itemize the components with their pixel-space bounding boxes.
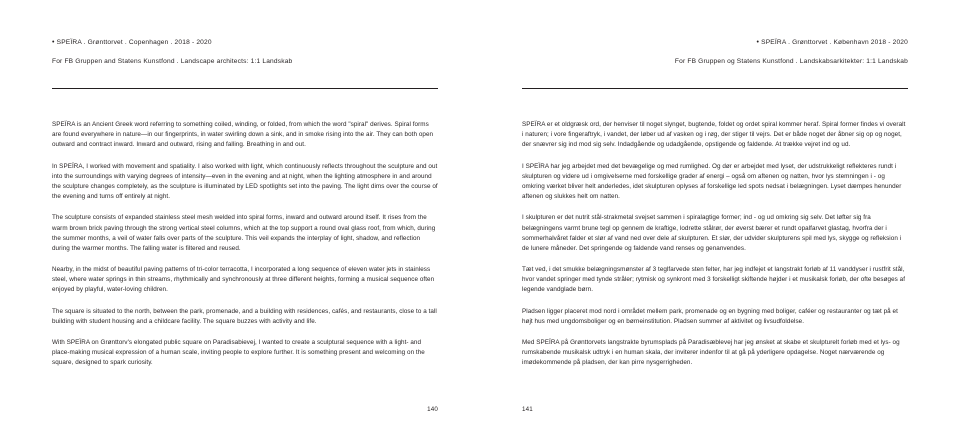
bullet-icon: • xyxy=(52,39,55,46)
left-header-divider xyxy=(52,88,438,89)
paragraph: Pladsen ligger placeret mod nord i området mellem park, promenade og en bygning med boliger, caféer og restauranter og tæt på et højt hus med ungdomsboliger og en børneinstitution. Pladsen summer af aktivitet og livsudfoldelse. xyxy=(522,307,898,325)
left-page-number: 140 xyxy=(427,406,438,413)
right-header-title: SPEÏRA . Grønttorvet . København 2018 - 2020 xyxy=(761,39,908,46)
left-header-title: SPEÏRA . Grønttorvet . Copenhagen . 2018 - 2020 xyxy=(56,39,212,46)
paragraph: With SPEÏRA on Grønttorv's elongated public square on Paradisabievej, I wanted to create a sculptural sequence with a light- and place-making musical expression of a human scale, inviting people to explore further. It is something present and welcoming on the square, designed to spark curiosity. xyxy=(52,339,425,367)
left-page-body xyxy=(52,120,438,369)
right-page-number: 141 xyxy=(522,406,533,413)
paragraph: In SPEÏRA, I worked with movement and spatiality. I also worked with light, which continuously reflects throughout the sculpture and out into the surroundings with varying degrees of intensity—even in the evening and at night, when the lighting atmosphere in and around the sculpture changes completely, as the sculpture is illuminated by LED spotlights set into the paving. The light dims over the course of the evening and turns off entirely at night. xyxy=(52,162,438,201)
paragraph: Nearby, in the midst of beautiful paving patterns of tri-color terracotta, I incorporated a long sequence of eleven water jets in stainless steel, where water springs in thin streams, rhythmically and synchronously at three different heights, forming a musical sequence often enjoyed by playful, water-loving children. xyxy=(52,266,435,294)
paragraph: Tæt ved, i det smukke belægningsmønster af 3 teglfarvede sten felter, har jeg indfejet et langstrakt forløb af 11 vanddyser i rustfrit stål, hvor vandet springer med tynde stråler; rytmisk og synkront med 3 forskelligt skiftende højder i et musikalsk forløb, der ofte besøges af legende vandglade børn. xyxy=(522,266,906,294)
right-page-header xyxy=(522,38,908,67)
paragraph: Med SPEÏRA på Grønttorvets langstrakte byrumsplads på Paradisæblevej har jeg ønsket at skabe et skulpturelt forløb med et lys- og rumskabende musikalsk udtryk i en human skala, der inviterer indenfor til at gå på yderligere opdagelse. Noget nærværende og imødekommende på pladsen, der kan pirre nysgerrigheden. xyxy=(522,339,900,367)
right-header-line-1 xyxy=(522,38,908,48)
right-page xyxy=(480,0,960,441)
paragraph: SPEÏRA er et oldgræsk ord, der henviser til noget slynget, bugtende, foldet og ordet spiral kommer heraf. Spiral former findes vi overalt i naturen; i vore fingeraftryk, i vandet, der løber ud af vasken og i røg, der stiger til vejrs. Det er både noget der åbner sig op og noget, der snævrer sig ind mod sig selv. Indadgående og udadgående, opstigende og faldende. At trække vejret ind og ud. xyxy=(522,121,906,149)
paragraph: SPEÏRA is an Ancient Greek word referring to something coiled, winding, or folded, from which the word "spiral" derives. Spiral forms are found everywhere in nature—in our fingerprints, in water swirling down a sink, and in smoke rising into the air. They can both open outward and contract inward. Inward and outward, rising and falling. Breathing in and out. xyxy=(52,121,434,149)
left-header-credits: For FB Gruppen and Statens Kunstfond . Landscape architects: 1:1 Landskab xyxy=(52,58,293,66)
paragraph: The sculpture consists of expanded stainless steel mesh welded into spiral forms, inward and outward around itself. It rises from the warm brown brick paving through the strong vertical steel columns, which at the top support a round oval glass roof, from which, during the summer months, a veil of water falls over parts of the sculpture. This veil expands the interplay of light, shadow, and reflection during the warmer months. The falling water is filtered and reused. xyxy=(52,214,436,252)
right-header-divider xyxy=(522,88,908,89)
left-page-header xyxy=(52,38,438,67)
left-header-line-1 xyxy=(52,38,438,48)
right-header-credits: For FB Gruppen og Statens Kunstfond . Landskabsarkitekter: 1:1 Landskab xyxy=(674,58,908,66)
paragraph: I skulpturen er det nutrit stål-strakmetal svejset sammen i spiralagtige former; ind - og ud omkring sig selv. Det løfter sig fra belægningens varmt brune tegl op gennem de kraftige, lodrette stålrør, der øverst bærer et rundt opalfarvet glastag, hvorfra der i sommerhalvåret falder et slør af vand ned over dele af skulpturen. Et slør, der udvider skulpturens spil med lys, skygge og refleksion i de lunere måneder. Det springende og faldende vand renses og genanvendes. xyxy=(522,214,902,252)
right-page-body xyxy=(522,120,908,369)
paragraph: I SPEÏRA har jeg arbejdet med det bevægelige og med rumlighed. Og dør er arbejdet med lyset, der udstrukkeligt reflekteres rundt i skulpturen og videre ud i omgivelserne med forskellige grader af energi – også om aftenen og natten, hvor lys stemningen i - og omkring værket bliver helt anderledes, idet skulpturen oplyses af forskellige led spots nedsat i belægningen. Lyset dæmpes henunder aftenen og slukkes helt om natten. xyxy=(522,162,902,201)
paragraph: The square is situated to the north, between the park, promenade, and a building with residences, cafés, and restaurants, close to a tall building with student housing and a childcare facility. The square buzzes with activity and life. xyxy=(52,307,437,325)
bullet-icon: • xyxy=(756,39,760,46)
